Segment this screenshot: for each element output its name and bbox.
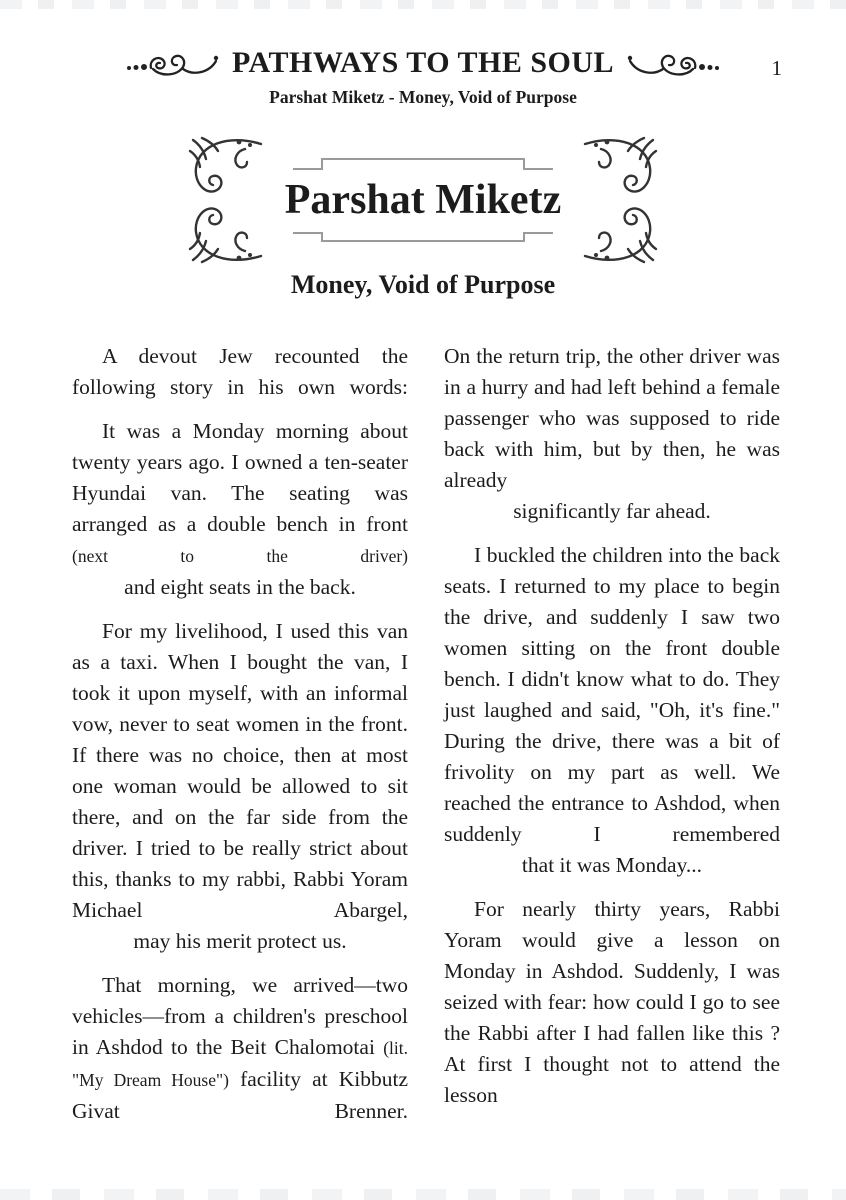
paragraph xyxy=(72,341,408,403)
paragraph xyxy=(72,416,408,603)
section-title: Money, Void of Purpose xyxy=(290,270,556,299)
paragraph-centered-last-line: that it was Monday... xyxy=(521,853,703,877)
page-header xyxy=(0,0,846,80)
paragraph-text: It was a Monday morning about twenty years ago. I owned a ten-seater Hyundai van. The seating was arranged as a double bench in front xyxy=(72,419,408,536)
corner-flourish-icon xyxy=(581,202,659,264)
paragraph-centered-last-line: significantly far ahead. xyxy=(513,499,711,523)
paragraph xyxy=(444,341,780,527)
corner-flourish-icon xyxy=(187,136,265,198)
paragraph-text: For nearly thirty years, Rabbi Yoram would give a lesson on Monday in Ashdod. Suddenly, I was seized with fear: how could I go to see the Rabbi after I had fallen like this ? At first I thought not to attend the lesson xyxy=(444,897,780,1107)
parenthetical-note: (lit. "My Dream House") xyxy=(72,1038,408,1090)
parsha-title-box xyxy=(197,150,649,250)
paragraph-centered-last-line: and eight seats in the back. xyxy=(124,575,356,599)
parsha-title: Parshat Miketz xyxy=(284,177,562,223)
paragraph xyxy=(444,540,780,881)
paragraph xyxy=(72,970,408,1127)
paragraph-text: On the return trip, the other driver was in a hurry and had left behind a female passenger who was supposed to ride back with him, but by then, he was already xyxy=(444,344,780,492)
paragraph-text: That morning, we arrived—two vehicles—from a children's preschool in Ashdod to the Beit Chalomotai xyxy=(72,973,408,1059)
paragraph xyxy=(444,894,780,1111)
page-subtitle: Parshat Miketz - Money, Void of Purpose xyxy=(269,87,577,107)
paragraph-text: facility at Kibbutz Givat Brenner. xyxy=(72,1067,408,1123)
box-bottom-rule xyxy=(321,240,525,242)
paragraph-centered-last-line: may his merit protect us. xyxy=(133,929,347,953)
text-columns xyxy=(0,326,846,1140)
box-top-rule xyxy=(321,158,525,160)
flourish-right-icon xyxy=(626,48,721,78)
page-number: 1 xyxy=(771,56,782,80)
column-left xyxy=(72,341,408,1140)
scan-artifact-bottom xyxy=(0,1189,846,1200)
column-right xyxy=(444,341,780,1140)
paragraph-text: For my livelihood, I used this van as a taxi. When I bought the van, I took it upon myself, with an informal vow, never to seat women in the front. If there was no choice, then at most one woman would be allowed to sit there, and on the far side from the driver. I tried to be really strict about this, thanks to my rabbi, Rabbi Yoram Michael Abargel, xyxy=(72,619,408,922)
page-title: PATHWAYS TO THE SOUL xyxy=(231,46,615,79)
paragraph-text: A devout Jew recounted the following story in his own words: xyxy=(72,344,408,399)
parenthetical-note: (next to the driver) xyxy=(72,546,408,566)
flourish-left-icon xyxy=(125,48,220,78)
paragraph xyxy=(72,616,408,957)
corner-flourish-icon xyxy=(581,136,659,198)
corner-flourish-icon xyxy=(187,202,265,264)
paragraph-text: I buckled the children into the back seats. I returned to my place to begin the drive, and suddenly I saw two women sitting on the front double bench. I didn't know what to do. They just laughed and said, "Oh, it's fine." During the drive, there was a bit of frivolity on my part as well. We reached the entrance to Ashdod, when suddenly I remembered xyxy=(444,543,780,846)
